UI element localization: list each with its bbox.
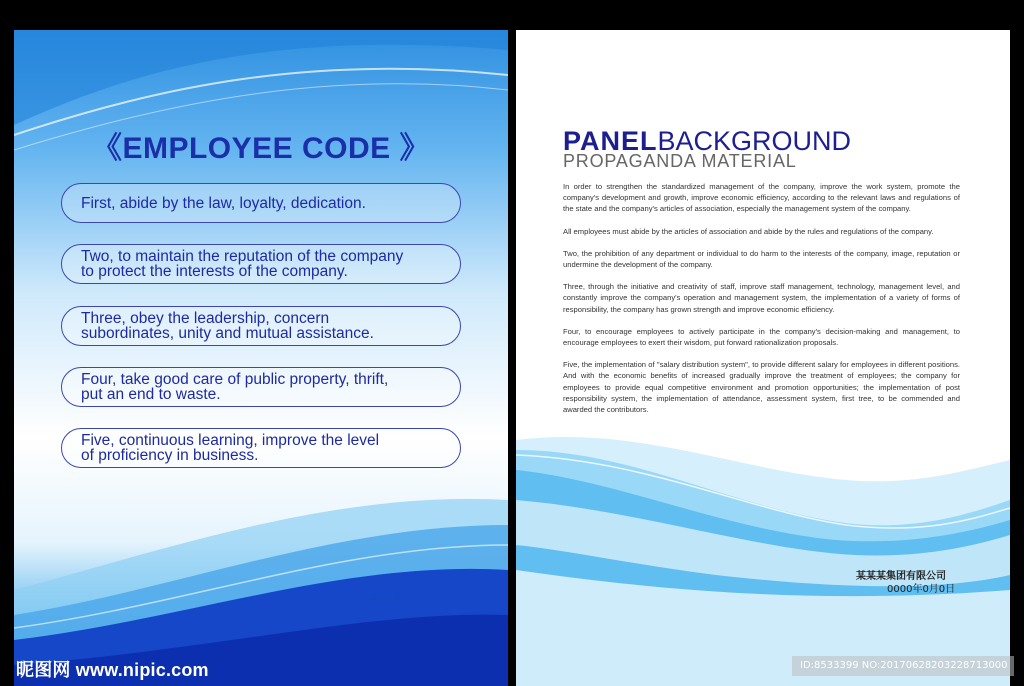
propaganda-panel	[516, 30, 1010, 686]
paragraph: All employees must abide by the articles of association and abide by the rules and regulations of the company.	[563, 226, 934, 236]
rule-item-2	[61, 244, 461, 284]
rule-item-3	[61, 306, 461, 346]
paragraph: Two, the prohibition of any department or individual to do harm to the interests of the company, image, reputation or undermine the development of the company.	[563, 248, 960, 270]
rule-text: Four, take good care of public property, thrift, put an end to waste.	[81, 371, 389, 403]
employee-code-panel	[14, 30, 508, 686]
panel-heading-rest: BACKGROUND	[657, 126, 852, 156]
paragraph: Three, through the initiative and creativity of staff, improve staff management, technology, management level, and constantly improve the company's operation and management system, the implementation of a variety of forms of responsibility, the company has grown strength and improve economic efficiency.	[563, 282, 960, 314]
rule-text: Two, to maintain the reputation of the company to protect the interests of the company.	[81, 248, 404, 280]
rule-item-1	[61, 183, 461, 223]
paragraph: Five, the implementation of "salary distribution system", to provide different salary for employees in different positions. And with the economic benefits of increased gradually improve the treatment of employees; the company for employees to provide equal competitive environment and promotion opportunities; the implementation of post responsibility system, the implementation of attendance, assessment system, first tree, to be commended and awarded the contributors.	[563, 360, 960, 415]
image-id-bar: ID:8533399 NO:20170628203228713000	[792, 656, 1014, 676]
company-name: 某某某集团有限公司	[856, 571, 946, 582]
rule-text: First, abide by the law, loyalty, dedication.	[81, 194, 366, 212]
rule-text: Three, obey the leadership, concern subordinates, unity and mutual assistance.	[81, 310, 374, 342]
body-text	[563, 181, 960, 426]
rule-text: Five, continuous learning, improve the level of proficiency in business.	[81, 432, 380, 464]
rule-item-4	[61, 367, 461, 407]
rule-item-5	[61, 428, 461, 468]
paragraph: In order to strengthen the standardized management of the company, improve the work system, promote the company's development and growth, improve economic efficiency, according to the relevant laws and regulations of the state and the company's articles of association, especially the management system of the company.	[563, 182, 960, 214]
nipic-watermark: 昵图网 www.nipic.com	[16, 660, 209, 680]
employee-code-title: 《EMPLOYEE CODE 》	[91, 132, 431, 165]
company-date: 0000年0月0日	[887, 584, 956, 595]
panel-heading-bold: PANEL	[563, 126, 658, 156]
paragraph: Four, to encourage employees to actively participate in the company's decision-making and management, to encourage employees to exert their wisdom, put forward rationalization proposals.	[563, 326, 960, 348]
faint-company-mark: 某某某集	[369, 593, 401, 602]
panel-subheading: PROPAGANDA MATERIAL	[563, 151, 797, 171]
